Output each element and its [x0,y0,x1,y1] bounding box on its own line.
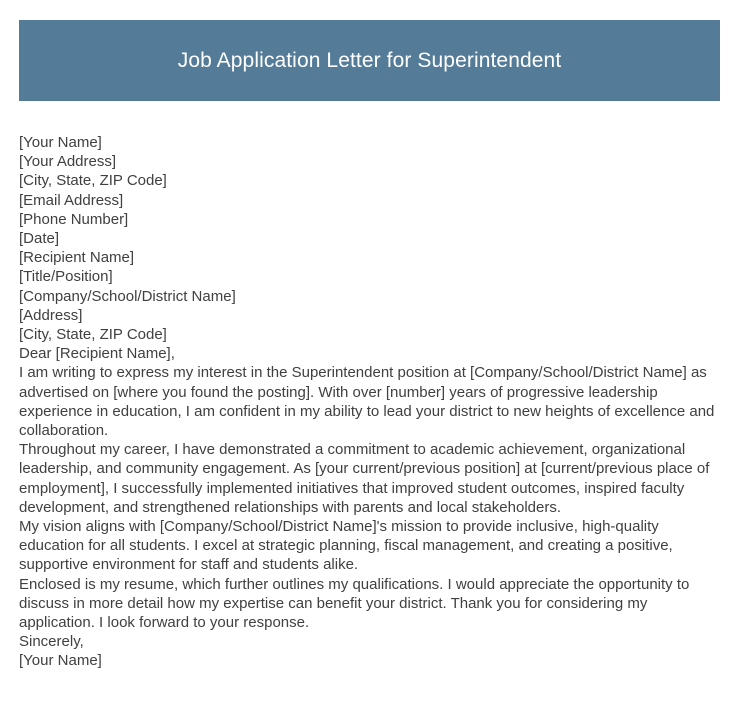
sender-city-state-zip: [City, State, ZIP Code] [19,172,167,190]
recipient-organization: [Company/School/District Name] [19,287,236,305]
recipient-city-state-zip: [City, State, ZIP Code] [19,326,167,344]
closing-salutation: Sincerely, [19,633,84,651]
letter-body [19,133,723,671]
paragraph-experience: Throughout my career, I have demonstrated a commitment to academic achievement, organizational leadership, and community engagement. As [your current/previous position] at [current/previous place of employment], I successfully implemented initiatives that improved student outcomes, inspired faculty development, and strengthened relationships with parents and local stakeholders. [19,441,710,516]
recipient-address-block [19,248,723,344]
recipient-address: [Address] [19,306,83,324]
paragraph-vision: My vision aligns with [Company/School/District Name]'s mission to provide inclusive, high-quality education for all students. I excel at strategic planning, fiscal management, and creating a positive, supportive environment for staff and students alike. [19,518,673,574]
letter-date: [Date] [19,230,60,248]
sender-address: [Your Address] [19,153,117,171]
paragraph-closing-request: Enclosed is my resume, which further outlines my qualifications. I would appreciate the opportunity to discuss in more detail how my expertise can benefit your district. Thank you for considering my application. I look forward to your response. [19,575,690,632]
salutation: Dear [Recipient Name], [19,345,175,363]
recipient-title: [Title/Position] [19,268,113,286]
document-header-banner [19,20,720,101]
sender-address-block [19,133,723,248]
sender-phone: [Phone Number] [19,210,129,228]
sender-name: [Your Name] [19,134,102,151]
recipient-name: [Recipient Name] [19,249,135,267]
signature-name: [Your Name] [19,652,102,670]
sender-email: [Email Address] [19,191,124,209]
page-title: Job Application Letter for Superintendent [177,48,562,72]
paragraph-intro: I am writing to express my interest in the Superintendent position at [Company/School/District Name] as advertised on [where you found the posting]. With over [number] years of progressive leadership experience in education, I am confident in my ability to lead your district to new heights of excellence and collaboration. [19,364,715,440]
letter-paragraphs [19,363,723,632]
